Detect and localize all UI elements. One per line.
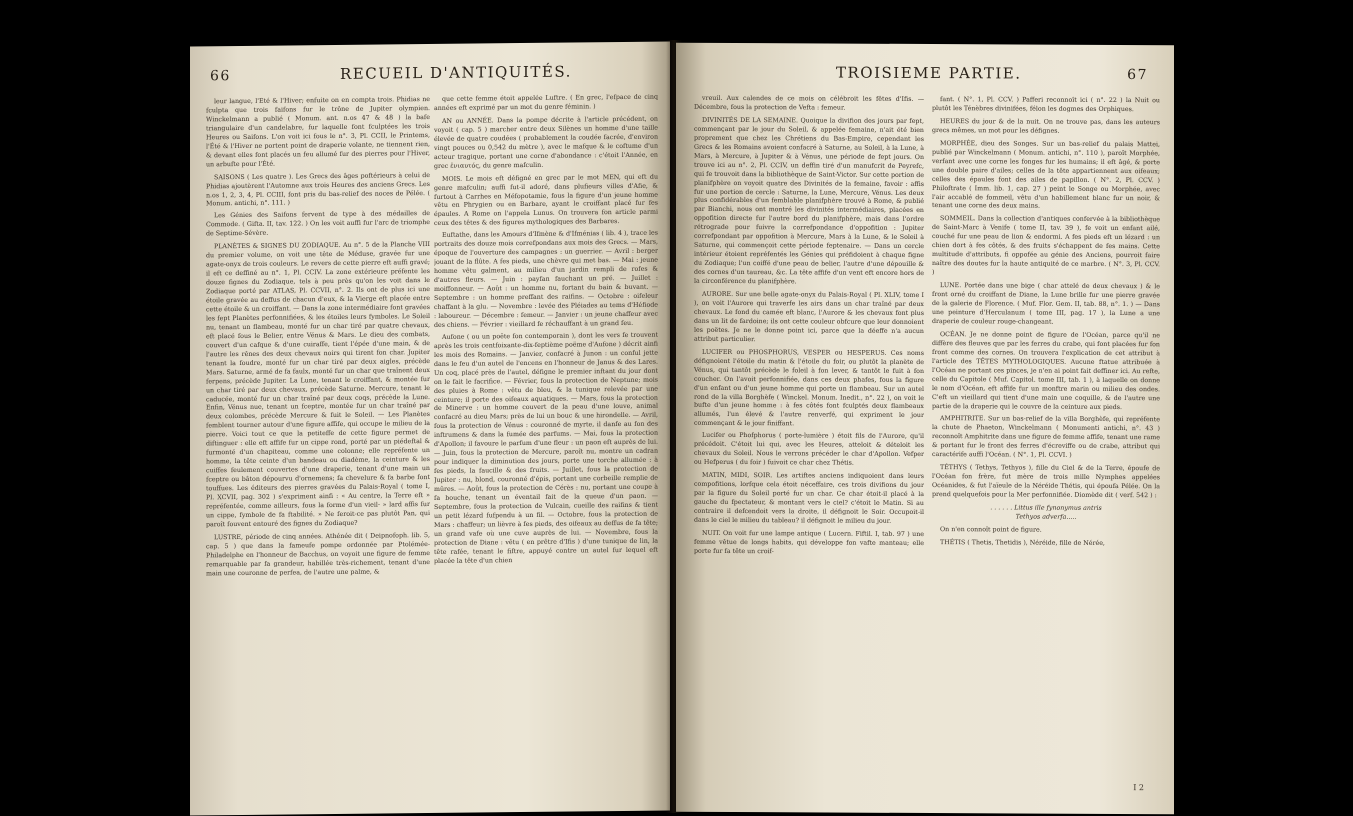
paragraph: que cette femme étoit appelée Luftre. ( En grec, l'efpace de cinq années eft exprimé par un mot du genre féminin. )	[434, 93, 658, 112]
paragraph: MOIS. Le mois eft défigné en grec par le mot MEN, qui eft du genre mafculin; auffi fut-il adoré, dans plufieurs villes d'Afie, & furtout à Carrhes en Méfopotamie, fous la figure d'un jeune homme vêtu en Phrygien ou en Barbare, ayant le croiffant placé fur fes épaules. A Rome on l'appela Lunus. On trouvera fon article parmi ceux des têtes & des figures mythologiques des Barbares.	[434, 173, 658, 228]
paragraph: HEURES du jour & de la nuit. On ne trouve pas, dans les auteurs grecs mêmes, un mot pour les défignes.	[932, 117, 1160, 135]
paragraph: vreuil. Aux calendes de ce mois on célébroit les fêtes d'Ifis. — Décembre, fous la protection de Vefta : femeur.	[694, 94, 924, 112]
paragraph: MORPHÉE, dieu des Songes. Sur un bas-relief du palais Mattei, publié par Winckelmann ( Monum. antichi, n°. 110 ), paroît Morphée, verfant avec une corne les fonges fur les humains; il eft âgé, & porte une double paire d'ailes; celles de la tête appartiennent aux oifeaux; celles des épaules font des ailes de papillon. ( N°. 2, Pl. CCV. ) Philoftrate ( Imm. lib. 1, cap. 27 ) peint le Songe ou Morphée, avec l'air accablé de fommeil, vêtu d'un habillement blanc fur un noir, & tenant une corne des deux mains.	[932, 139, 1160, 211]
paragraph: THÉTIS ( Thetis, Thetidis ), Néréide, fille de Nérée,	[940, 538, 1105, 547]
paragraph: OCÉAN. Je ne donne point de figure de l'Océan, parce qu'il ne diffère des fleuves que par les ferres du crabe, qui font placées fur fon front comme des cornes. On trouvera l'explication de cet attribut à l'article des TÊTES MYTHOLOGIQUES. Aucune ftatue attribuée à l'Océan ne portant ces pinces, je n'en ai point fait deffiner ici. Au refte, celle du Capitole ( Muf. Capitol. tome III, tab. 1 ), à laquelle on donne le nom d'Océan, eft affife fur un monftre marin ou milieu des ondes. C'eft un vieillard qui tient d'une main une coquille, & de l'autre une partie de la draperie qui le couvre de la ceinture aux pieds.	[932, 330, 1160, 411]
paragraph: Lucifer ou Phofphorus ( porte-lumière ) étoit fils de l'Aurore, qu'il précédoit. C'étoit lui qui, avec les Heures, atteloit & dételoit les chevaux du Soleil. Nous le verrons précéder le char d'Apollon. Vefper ou Hefperus ( du foir ) fuivoit ce char chez Thétis.	[694, 432, 924, 467]
paragraph: Les Génies des Saifons fervent de type à des médailles de Commode. ( Gifta. II, tav. 122. ) On les voit auffi fur l'arc de triomphe de Septime-Sévère.	[206, 210, 430, 238]
paragraph: SOMMEIL. Dans la collection d'antiques confervée à la bibliothèque de Saint-Marc à Venife ( tome II, tav. 39 ), fe voit un enfant ailé, couché fur une peau de lion & endormi. A fes pieds eft un lézard : un chien dort à fes côtés, & des fruits s'échappent de fes mains. Cette multitude d'attributs, fi oppofée au génie des Anciens, pourroit faire naître des doutes fur la haute antiquité de ce marbre. ( N°. 3, Pl. CCV. )	[932, 215, 1160, 277]
paragraph: Aufone ( ou un poëte fon contemporain ), dont les vers fe trouvent après les trois centfoixante-dix-feptième poëme d'Aufone ) décrit ainfi les mois des Romains. — Janvier, confacré à Junon : un conful jette dans le feu d'un autel de l'encens en l'honneur de Janus & des Lares. Un coq, placé près de l'autel, défigne le premier inftant du jour dont on le fait le facrifice. — Février, fous la protection de Neptune; mois des pluies à Rome : vêtu de bleu, & la tunique relevée par une ceinture; il porte des oifeaux aquatiques. — Mars, fous la protection de Minerve : un homme couvert de la peau d'une louve, animal confacré au dieu Mars; près de lui un bouc & une hirondelle. — Avril, fous la protection de Vénus : couronné de myrte, il danfe au fon des inftrumens & dans la fumée des parfums. — Mai, fous la protection d'Apollon; il favoure le parfum d'une fleur : un paon eft auprès de lui. — Juin, fous la protection de Mercure, paroît nu, montre un cadran pour indiquer la diminution des jours, porte une torche allumée : à fes pieds, la faucille & des fruits. — Juillet, fous la protection de Jupiter : nu, blond, couronné d'épis, portant une corbeille remplie de mûres. — Août, fous la protection de Cérès : nu, portant une coupe à fa bouche, tenant un éventail fait de la queue d'un paon. — Septembre, fous la protection de Vulcain, cueille des raifins & tient un petit lézard fufpendu à un fil. — Octobre, fous la protection de Mars : chaffeur; un lièvre à fes pieds, des oifeaux au deffus de fa tête; un grand vafe où une cuve auprès de lui. — Novembre, fous la protection de Diane : vêtu ( en prêtre d'Ifis ) d'une tunique de lin, la tête rafée, tenant le fiftre, appuyé contre un autel fur lequel eft placée la tête d'un chien	[434, 331, 658, 565]
right-page	[676, 43, 1174, 815]
left-column-2	[434, 94, 658, 796]
left-running-head: RECUEIL D'ANTIQUITÉS.	[340, 62, 572, 83]
paragraph: fant. ( N°. 1, Pl. CCV. ) Pafferi reconnoît ici ( n°. 22 ) la Nuit ou plutôt les Ténèbres divinifées, félon les dogmes des Orphiques.	[932, 96, 1160, 114]
paragraph: SAISONS ( Les quatre ). Les Grecs des âges poftérieurs à celui de Phidias ajoutèrent l'Automne aux trois Heures des anciens Grecs. Les n.os 1, 2, 3, 4, Pl. CCIII, font pris du bas-relief des noces de Pélée. ( Monum. antichi, n°. 111. )	[206, 171, 430, 208]
right-column-2	[932, 96, 1160, 797]
paragraph: AURORE. Sur une belle agate-onyx du Palais-Royal ( Pl. XLIV, tome I ), on voit l'Aurore qui traverfe les airs dans un char traîné par deux chevaux. Le fond du camée eft blanc, l'Aurore & les chevaux font plus dans un lit de fardoine; ils ont cette couleur obfcure que leur donnoient les poëtes. Je ne le donne point ici, parce que la déeffe n'a aucun attribut particulier.	[694, 290, 924, 343]
right-running-head: TROISIEME PARTIE.	[836, 63, 1022, 83]
quote-line: Tethyos adverfa.....	[1015, 513, 1077, 521]
paragraph: TÉTHYS ( Tethys, Tethyos ), fille du Ciel & de la Terre, époufe de l'Océan fon frère, fut mère de trois mille Nymphes appelées Océanides, & fut l'aïeule de la Néréide Thétis, qui époufa Pélée. On la prend quelquefois pour la Mer perfonnifiée. Diomède dit ( verf. 542 ) :	[932, 464, 1160, 500]
paragraph: Euftathe, dans les Amours d'Ifmène & d'Ifménias ( lib. 4 ), trace les portraits des douze mois correfpondans aux mois des Grecs. — Mars, époque de l'ouverture des campagnes : un guerrier. — Avril : berger jouant de la flûte. A fes pieds, une chèvre qui met bas. — Mai : jeune homme vêtu galment, au milieu d'un jardin rempli de rofes & d'autres fleurs. — Juin : payfan fauchant un pré. — Juillet : moiffonneur. — Août : un homme nu, fortant du bain & buvant. — Septembre : un homme preffant des raifins. — Octobre : oifeleur chaffant à la glu. — Novembre : levée des Pléiades au tems d'Héfiode : laboureur. — Décembre : femeur. — Janvier : un jeune chaffeur avec des chiens. — Février : vieillard fe réchauffant à un grand feu.	[434, 229, 658, 329]
paragraph: LUCIFER ou PHOSPHORUS, VESPER ou HESPERUS. Ces noms défignoient l'étoile du matin & l'étoile du foir, ou plutôt la planète de Vénus, qui tantôt précède le foleil à fon lever, & tantôt le fuit à fon coucher. On l'avoit perfonnifiée, dans ces deux phafes, fous la figure d'un enfant ou d'un jeune homme qui porte un flambeau. Sur un autel rond de la villa Borghèfe ( Winckel. Monum. Inedit., n°. 22 ), on voit le bufte d'un jeune homme : à fes côtés font fculptés deux flambeaux allumés, l'un élevé & l'autre renverfé, qui expriment le jour commençant & le jour finiffant.	[694, 348, 924, 428]
paragraph: AMPHITRITE. Sur un bas-relief de la villa Borghèfe, qui repréfente la chute de Phaeton, Winckelmann ( Monumenti antichi, n°. 43 ) reconnoît Amphitrite dans une figure de femme affife, tenant une rame & portant fur le front des ferres d'écreviffe ou de crabe, attribut qui caractérife auffi l'Océan. ( N°. 1, Pl. CCVI. )	[932, 415, 1160, 460]
latin-quote	[932, 504, 1160, 523]
paragraph: DIVINITÉS DE LA SEMAINE. Quoique la divifion des jours par fept, commençant par le jour du Soleil, & appelée femaine, n'ait été bien proprement que chez les Chrétiens du Bas-Empire, cependant les Grecs & les Romains avoient confacré à Saturne, au Soleil, à la Lune, à Mars, à Mercure, à Jupiter & à Vénus, une période de fept jours. On trouve ici au n°. 2, Pl. CCIV, un deffin tiré d'un manufcrit de Peyrefc, qui fe trouvoit dans la bibliothèque de Saint-Victor. Sur cette portion de planifphère on voyoit quatre des Divinités de la femaine, favoir : affis fur une portion de cercle : Saturne, la Lune, Mercure, Vénus. Les deux plus confidérables d'un femblable planifphère trouvé à Rome, & publié par Bianchi, nous ont montré les divinités intermédiaires, placées en oppofition directe fur l'autre bord du planifphère, mais dans l'ordre rétrograde pour fuivre la correfpondance d'oppofition : Jupiter correfpondant par oppofition à Mercure, Mars à la Lune, & le Soleil à Saturne, qui commençoit cette période feptenaire. — Dans un cercle intérieur étoient repréfentés les Génies qui préfidoient à chaque figne du Zodiaque; l'un coiffé d'une peau de belier, l'autre d'une dépouille & des cornes d'un taureau, &c. La tête affife d'un vent eft encore hors de la circonférence du planifphère.	[694, 116, 924, 286]
right-column-1	[694, 95, 924, 796]
paragraph: LUSTRE, période de cinq années. Athénée dit ( Deipnofoph. lib. 5, cap. 5 ) que dans la fameufe pompe ordonnée par Ptolémée-Philadelphe en l'honneur de Bacchus, on voyoit une figure de femme remarquable par fa grandeur, habillée très-richement, tenant d'une main une couronne de perfea, de l'autre une palme, &	[206, 531, 430, 577]
paragraph: On n'en connoît point de figure.	[940, 526, 1042, 534]
paragraph: LUNE. Portée dans une bige ( char attelé de deux chevaux ) & le front orné du croiffant de Diane, la Lune brille fur une pierre gravée de la galerie de Florence. ( Muf. Flor. Gem. II, tab. 88, n°. 1. ) — Dans une peinture d'Herculanum ( tome III, pag. 17 ), la Lune a une draperie de couleur rouge-changeant.	[932, 282, 1160, 326]
signature-mark: I 2	[1133, 783, 1144, 793]
paragraph: PLANÈTES & SIGNES DU ZODIAQUE. Au n°. 5 de la Planche VIII du premier volume, on voit une tête de Méduse, gravée fur une agate-onyx de trois couleurs. Le revers de cette pierre eft auffi gravé; il eft ce deffiné au n°. 1, Pl. CCIV. La zone extérieure préfente les douze fignes du Zodiaque, tels à peu près qu'on les voit dans le Zodiaque porté par ATLAS, Pl. CCVII, n°. 2. Ils ont de plus ici une étoile gravée au deffus de chacun d'eux, & la Vierge eft placée entre cette étoile & un croiffant. — Dans la zone intermédiaire font gravées les fept Planètes perfonnifiées, & les étoiles leurs fymboles. Le Soleil nu, tenant un flambeau, monté fur un char tiré par quatre chevaux, eft placé fous le Belier, entre Vénus & Mars. Le dieu des combats, couvert d'un cafque & d'une cuiraffe, tient l'épée d'une main, & de l'autre les rênes des deux chevaux noirs qui tirent fon char. Jupiter tenant la foudre, monté fur un char tiré par deux aigles, précède Mars. Saturne, armé de fa faulx, monté fur un char que traînent deux ferpens, précède Jupiter. La Lune, tenant le croiffant, & montée fur un char tiré par deux chevaux, précède Saturne. Mercure, tenant le caducée, monté fur un char traîné par deux coqs, précède la Lune. Enfin, Vénus nue, tenant un fceptre, montée fur un char traîné par deux colombes, précède Mercure & fuit le Soleil. — Les Planètes femblent tourner autour d'une figure affife, qui occupe le milieu de la pierre. Voici tout ce que la petiteffe de cette figure permet de diftinguer : elle eft affife fur un cippe rond, porté par un piédeftal & furmonté d'un chapiteau, comme une colonne; elle repréfente un homme, la tête ceinte d'un bandeau ou diadème, la ceinture & les cuiffes feulement couvertes d'une draperie, tenant d'une main un fceptre ou bâton dépourvu d'ornemens; fa chevelure & fa barbe font touffues. Les éditeurs des pierres gravées du Palais-Royal ( tome I, Pl. XCVII, pag. 302 ) s'expriment ainfi : « Au centre, la Terre eft » repréfentée, comme ailleurs, fous la forme d'un vieil- » lard affis fur un cippe, fymbole de fa ftabilité. » Ne feroit-ce pas plutôt Pan, qui paroît fouvent entouré des fignes du Zodiaque?	[206, 241, 430, 529]
paragraph: leur langue, l'Été & l'Hiver; enfuite on en compta trois. Phidias ne fculpta que trois faifons fur le trône de Jupiter olympien. Winckelmann a publié ( Monum. ant. n.os 47 & 48 ) la bafe triangulaire d'un candelabre, fur laquelle font fculptées les trois Heures ou Saifons. L'on voit ici fous le n°. 3, Pl. CCII, le Printems, l'Été & l'Hiver ne portent point de draperie volante, ne tiennent rien, & devant elles font placés un feu allumé fur des pierres pour l'Hiver, un arbufte pour l'Été.	[206, 96, 430, 169]
paragraph: AN ou ANNÉE. Dans la pompe décrite à l'article précédent, on voyoit ( cap. 5 ) marcher entre deux Silènes un homme d'une taille élevée de quatre coudées ( probablement la coudée facrée, d'environ vingt pouces ou 0,542 du mètre ), avec le mafque & le coftume d'un acteur tragique, portant une corne d'abondance : c'étoit l'Année, en grec ἐνιαυτός, du genre mafculin.	[434, 115, 658, 170]
quote-line: . . . . . . Littus ille fynonymus antris	[990, 504, 1102, 512]
paragraph: MATIN, MIDI, SOIR. Les artiftes anciens indiquoient dans leurs compofitions, lorfque cela étoit néceffaire, ces trois divifions du jour par la figure du Soleil porté fur un char. Ce char étoit-il placé à la gauche du fpectateur, & montant vers le ciel? c'étoit le Matin. Si au contraire il defcendoit vers la droite, il défignoit le Soir. Occupoit-il dans le ciel le milieu du tableau? il défignoit le milieu du jour.	[694, 471, 924, 525]
left-column-1	[206, 96, 430, 798]
paragraph: NUIT. On voit fur une lampe antique ( Lucern. Fiftil. I, tab. 97 ) une femme vêtue de longs habits, qui développe fon vafte manteau; elle porte fur fa tête un croif-	[694, 529, 924, 555]
left-page	[190, 41, 670, 815]
left-page-number: 66	[210, 68, 231, 85]
right-page-number: 67	[1127, 67, 1148, 84]
